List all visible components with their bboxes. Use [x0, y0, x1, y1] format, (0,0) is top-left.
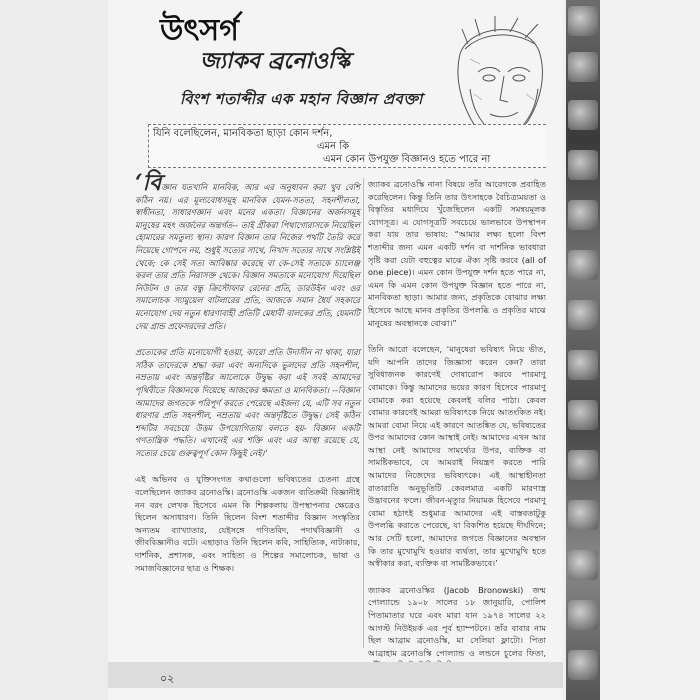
- section-title: উৎসর্গ: [160, 13, 239, 48]
- page-number: ০২: [160, 672, 175, 685]
- column-divider: [363, 178, 364, 648]
- right-column: [368, 178, 546, 686]
- decorative-image: [568, 300, 598, 330]
- decorative-image: [568, 200, 598, 230]
- paragraph: জ্যাকব ব্রনোওস্কি নানা বিষয়ে তাঁর আবেগকে প্রবাহিত করেছিলেন। কিন্তু তিনি তার উৎসাহকে বৈচিত্র্যময়তা ও বিস্তৃতির মধ্যদিয়ে খুঁজেছিলেন একটি সমন্বয়মূলক যোগসূত্র। এ যোগসূত্রটি সবচেয়ে ভালভাবে উপস্থাপন করা যায় তার ভাষায়: “আমার লক্ষ্য হলো বিংশ শতাব্দীর জন্য এমন একটি দর্শন বা দার্শনিক ভাবধারা সৃষ্টি করা যেটা বহুত্বের মাঝে ঐক্য সৃষ্টি করবে (all of one piece)। এমন কোন উপযুক্ত দর্শন হতে পারে না, এমন কি এমন কোন উপযুক্ত বিজ্ঞান হতে পারে না, মানবিকতা ছাড়া। আমার জন্য, প্রকৃতিকে বোঝার লক্ষ্য হিসেবে আছে মানব প্রকৃতির উপলব্ধি ও প্রকৃতির মাঝে মানুষের অবস্থানকে বোঝা।”: [368, 179, 546, 328]
- decorative-image: [568, 100, 598, 130]
- decorative-image: [568, 400, 598, 430]
- drop-cap: ‘বি: [135, 170, 162, 196]
- paragraph: তিনি আরো বলেছেন, ‘মানুষেরা ভবিষ্যৎ নিয়ে ভীত, যদি আপনি তাদের জিজ্ঞাসা করেন কেন? তারা সুবিধাজনক কারণেই দোষারোপ করবে পারমাণু বোমাকে। কিন্তু আমাদের ভয়ের কারণ হিসেবে পারমাণু বোমাকে করা হয়েছে কেবলই বলির পাঠা। কেবল বোমার কারণেই আমরা ভবিষ্যৎকে নিয়ে আতংকিত নই। আমরা বোমা নিয়ে এই কারণে আতঙ্কিত যে, ভবিষ্যতের উপর আমাদের কোন আস্থাই নেই। আমাদের এখন আর আস্থা নেই আমাদের সামর্থ্যের উপর, ব্যক্তিক বা সামষ্টিকভাবে, যে আমরাই নিয়ন্ত্রণ করতে পারি আমাদের নিজেদের ভবিষ্যৎকে। এই আস্থাহীনতা রাতারাতি অনুভূতিটি কেবলমাত্র একটি মারণাস্ত্র উদ্ভাবনের ফলে। জীবন-মৃত্যুর নিয়ামক হিসেবে পরমাণু বোমা হঠাৎই শুধুমাত্র আমাদের এই বাস্তবতাটুকু উপলব্ধি করাতে পেরেছে, যা বিকশিত হয়েছে দীর্ঘদিনে; আর সেটি হলো, আমাদের জগতে বিজ্ঞানের অবস্থান কি তার মুখোমুখি হওয়ার ব্যর্থতা, তার মুখোমুখি হতে অস্বীকার করা, ব্যক্তিক বা সামষ্টিকভাবে।’: [368, 344, 546, 569]
- decorative-image: [568, 52, 598, 82]
- decorative-image: [568, 6, 598, 36]
- decorative-image: [568, 450, 598, 480]
- quote-line: এমন কোন উপযুক্ত বিজ্ঞানও হতে পারে না: [323, 154, 491, 165]
- decorative-photo-strip: [566, 0, 600, 700]
- left-margin: [0, 0, 108, 700]
- paragraph-text: জ্ঞান যতখানি মানবিক, আর এর অনুধাবন করা খুব বেশি কঠিন নয়। এর মূল্যবোধসমূহ মানবিক যেমন-সততা, সহনশীলতা, স্বাধীনতা, সাধারণজ্ঞান এবং মনের একতা। বিজ্ঞানের অর্জনসমূহ মানুষের মহৎ অর্জনের অন্তর্গত-- তাই গ্রীকরা পিথাগোরাসকে নিয়েছিল হোমারের সমতুল্য স্থান। কারণ বিজ্ঞান তার নিজের পথটি তৈরি করে নিয়েছে গোপনে নয়, শুধুই সত্যের সাথে, নিখাদ সত্যের সাথে সংশ্লিষ্টই থেকে; কে সেই সত্য আবিষ্কার করেছে বা কে-সেই সত্যকে চ্যালেঞ্জ করল তার প্রতি নিরাসক্ত থেকে। বিজ্ঞান সমতাকে মনোযোগ দিয়েছিল নিউটন ও তার বন্ধু ক্রিস্টোফার রেনের প্রতি, ডারউইন এবং ওর সমালোচক স্যামুয়েল বাটলারের প্রতি, আজকে সমান ধৈর্য সহকারে মনোযোগ দেয় নতুন ধারণাবাহী প্রতিটি মেধাবী বালকের প্রতি, যেমনটি দেয় গ্রান্ড প্রফেসরদের প্রতি।: [135, 182, 360, 331]
- paragraph: এই অভিনব ও যুক্তিসংগত কথাগুলো ভবিষ্যতের চেতনা গ্রন্থে বলেছিলেন জ্যাকব ব্রনোওস্কি। ব্রনোওস্কি একজন ব্যতিক্রমী বিজ্ঞানীই নন বরং লেখক হিসেবে এমন কি শিল্পকলায় উপস্থাপনার ক্ষেত্রেও ছিলেন অসাধারণ। তিনি ছিলেন বিংশ শতাব্দীর বিজ্ঞান সংস্কৃতির অন্যতম ব্যাখ্যাতার, যেইসঙ্গে গণিতবিদ, পদার্থবিজ্ঞানী ও জীববিজ্ঞানীও বটে। এছাড়াও তিনি ছিলেন কবি, সাহিত্যিক, নাট্যকার, দার্শনিক, প্রশাসক, এবং সাহিত্য ও শিল্পের সমালোচক, ভাষা ও সমাজবিজ্ঞানের ছাত্র ও শিক্ষক।: [135, 474, 360, 573]
- quote-paragraph: [135, 170, 360, 332]
- decorative-image: [568, 650, 598, 680]
- quote-box: [148, 124, 546, 168]
- paragraph: জ্যাকব ব্রনোওস্কির (Jacob Bronowski) জন্ম পোল্যান্ডে ১৯০৮ সালের ১৮ জানুয়ারি, পোলিশ পিতামাতার ঘরে এবং মারা যান ১৯৭৪ সালের ২২ আগস্ট নিউইয়র্ক এর পূর্ব হ্যাম্পটনে। তাঁর বাবার নাম ছিল আব্রাম ব্রনোওস্কি, মা সেলিয়া ফ্লাটো। পিতা আব্রাহাম ব্রনোওস্কি পোল্যান্ড ও লন্ডনে চুলের ফিতা,: [368, 584, 546, 658]
- decorative-image: [568, 550, 598, 580]
- decorative-image: [568, 350, 598, 380]
- quote-paragraph: প্রত্যেকের প্রতি মনোযোগী হওয়া, কারো প্রতি উদাসীন না থাকা, যারা সঠিক তাদেরকে শ্রদ্ধা করা এবং অন্যদিকে ভুলদের প্রতি সহনশীল, নম্রতায় এবং অন্তর্দৃষ্টির আলোকে উদ্বুদ্ধ করা এই সবই আমাদের পৃথিবীতে বিজ্ঞানকে দিয়েছে আজকের ক্ষমতা ও মানবিকতা। --বিজ্ঞান আমাদের জগতকে পরিপূর্ণ করতে পেরেছে এইজন্য যে, এটি সব নতুন ধারণার প্রতি সহনশীল, নম্রতায় এবং অন্তর্দৃষ্টিতে উদ্বুদ্ধ। সেই কঠিন শব্দটির সবচেয়ে উত্তম উপযোগিতায় বলতে হয়- বিজ্ঞান একটি গণতান্ত্রিক পদ্ধতি। এখানেই এর শক্তি এবং এর আস্থা রয়েছে যে, সত্যের চেয়ে গুরুত্বপূর্ণ কোন কিছুই নেই।’: [135, 347, 360, 458]
- decorative-image: [568, 600, 598, 630]
- footer-band: [108, 662, 563, 688]
- right-margin: [600, 0, 700, 700]
- subtitle: বিংশ শতাব্দীর এক মহান বিজ্ঞান প্রবক্তা: [180, 90, 423, 108]
- person-name: জ্যাকব ব্রনোওস্কি: [200, 49, 351, 74]
- decorative-image: [568, 150, 598, 180]
- left-column: [135, 170, 360, 588]
- quote-line: যিনি বলেছিলেন, মানবিকতা ছাড়া কোন দর্শন,: [153, 128, 333, 139]
- decorative-image: [568, 500, 598, 530]
- quote-line: এমন কি: [317, 141, 350, 152]
- decorative-image: [568, 250, 598, 280]
